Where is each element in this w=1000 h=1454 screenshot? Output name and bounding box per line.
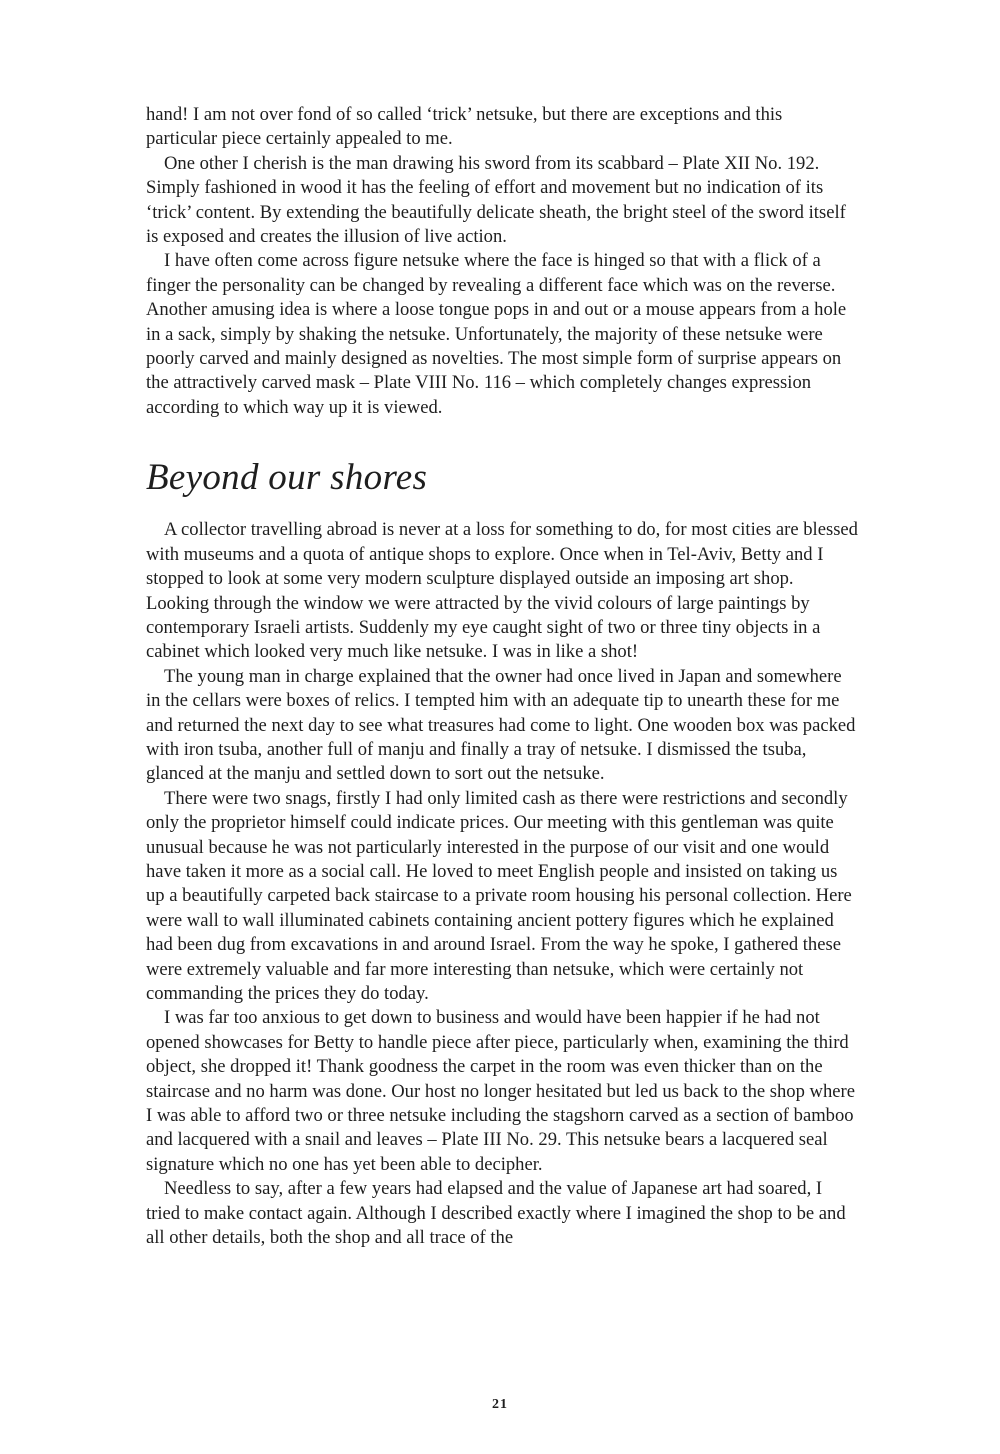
page-body: [146, 103, 858, 1250]
body-paragraph: One other I cherish is the man drawing his sword from its scabbard – Plate XII No. 192. Simply fashioned in wood it has the feeling of effort and movement but no indication of its ‘trick’ content. By extending the beautifully delicate sheath, the bright steel of the sword itself is exposed and creates the illusion of live action.: [146, 152, 846, 248]
body-paragraph: hand! I am not over fond of so called ‘trick’ netsuke, but there are exceptions and this particular piece certainly appealed to me.: [146, 104, 783, 150]
body-paragraph: Needless to say, after a few years had elapsed and the value of Japanese art had soared, I tried to make contact again. Although I described exactly where I imagined the shop to be and all other details, both the shop and all trace of the: [146, 1178, 846, 1249]
body-paragraph: The young man in charge explained that the owner had once lived in Japan and somewhere in the cellars were boxes of relics. I tempted him with an adequate tip to unearth these for me and returned the next day to see what treasures had come to light. One wooden box was packed with iron tsuba, another full of manju and finally a tray of netsuke. I dismissed the tsuba, glanced at the manju and settled down to sort out the netsuke.: [146, 665, 856, 785]
body-paragraph: I was far too anxious to get down to business and would have been happier if he had not opened showcases for Betty to handle piece after piece, particularly when, examining the third object, she dropped it! Thank goodness the carpet in the room was even thicker than on the staircase and no harm was done. Our host no longer hesitated but led us back to the shop where I was able to afford two or three netsuke including the stagshorn carved as a section of bamboo and lacquered with a snail and leaves – Plate III No. 29. This netsuke bears a lacquered seal signature which no one has yet been able to decipher.: [146, 1007, 855, 1175]
body-paragraph: There were two snags, firstly I had only limited cash as there were restrictions and secondly only the proprietor himself could indicate prices. Our meeting with this gentleman was quite unusual because he was not particularly interested in the purpose of our visit and one would have taken it more as a social call. He loved to meet English people and insisted on taking us up a beautifully carpeted back staircase to a private room housing his personal collection. Here were wall to wall illuminated cabinets containing ancient pottery figures which he explained had been dug from excavations in and around Israel. From the way he spoke, I gathered these were extremely valuable and far more interesting than netsuke, which were certainly not commanding the prices they do today.: [146, 787, 852, 1004]
body-paragraph: I have often come across figure netsuke where the face is hinged so that with a flick of a finger the personality can be changed by revealing a different face which was on the reverse. Another amusing idea is where a loose tongue pops in and out or a mouse appears from a hole in a sack, simply by shaking the netsuke. Unfortunately, the majority of these netsuke were poorly carved and mainly designed as novelties. The most simple form of surprise appears on the attractively carved mask – Plate VIII No. 116 – which completely changes expression according to which way up it is viewed.: [146, 250, 847, 418]
page-number: 21: [492, 1397, 508, 1412]
body-paragraph: A collector travelling abroad is never at a loss for something to do, for most cities are blessed with museums and a quota of antique shops to explore. Once when in Tel-Aviv, Betty and I stopped to look at some very modern sculpture displayed outside an imposing art shop. Looking through the window we were attracted by the vivid colours of large paintings by contemporary Israeli artists. Suddenly my eye caught sight of two or three tiny objects in a cabinet which looked very much like netsuke. I was in like a shot!: [146, 519, 858, 663]
section-heading: Beyond our shores: [146, 457, 428, 499]
